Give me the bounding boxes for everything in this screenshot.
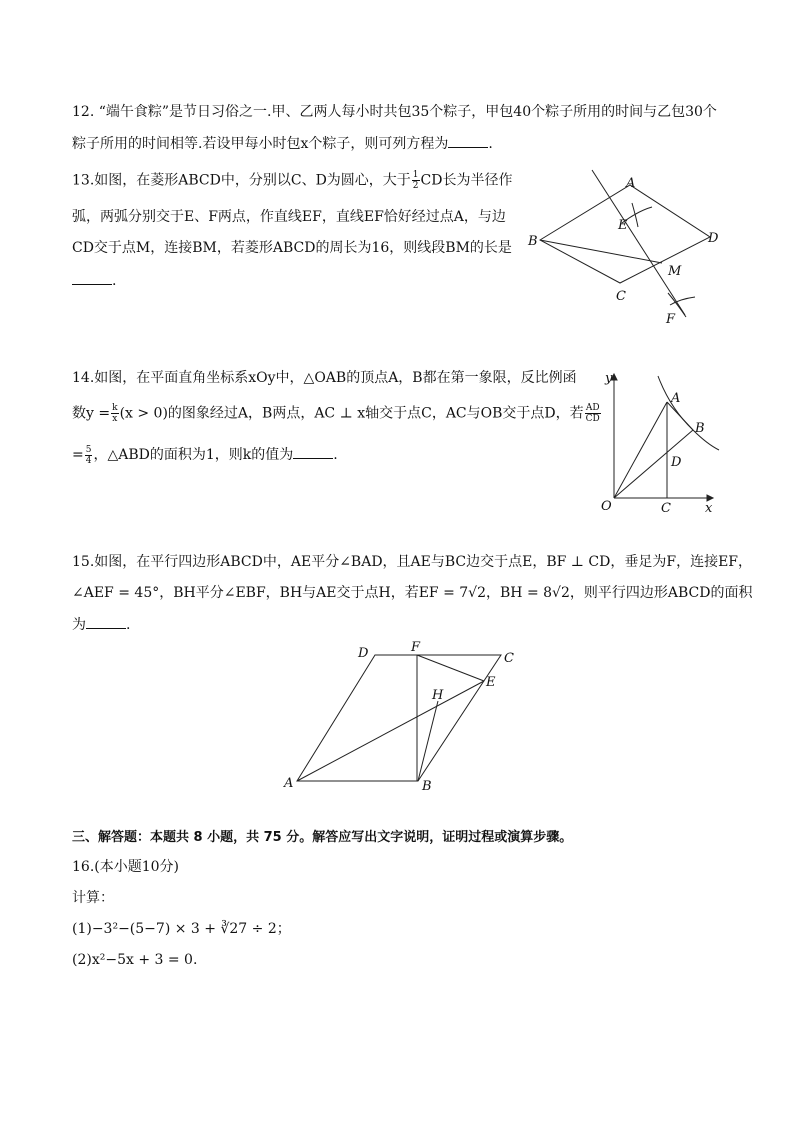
frac-den: x [112, 414, 118, 424]
q13-line-2: 弧，两弧分别交于E、F两点，作直线EF，直线EF恰好经过点A，与边 [72, 209, 506, 225]
frac-num: 5 [85, 444, 92, 455]
answer-blank [293, 444, 333, 459]
label-b: B [528, 234, 538, 249]
frac-num: AD [585, 403, 600, 413]
arc-e2 [632, 203, 638, 227]
q12-line-2 [72, 133, 493, 154]
label-b: B [695, 421, 705, 436]
q13-line-4 [72, 270, 116, 291]
label-d: D [358, 646, 369, 661]
frac-den: CD [585, 414, 600, 424]
fraction-k-over-x [111, 403, 118, 424]
q16-part-2: (2)x²−5x + 3 = 0. [72, 952, 198, 968]
segment-bh [418, 701, 438, 781]
label-y: y [605, 371, 613, 386]
answer-blank [86, 614, 126, 629]
q13-figure [520, 165, 730, 330]
label-o: O [601, 499, 612, 514]
q14-equals: = [72, 447, 84, 463]
label-d: D [708, 231, 719, 246]
q13-text-a: 13.如图，在菱形ABCD中，分别以C、D为圆心，大于 [72, 172, 411, 189]
q16-part-1: (1)−3²−(5−7) × 3 + ∛27 ÷ 2； [72, 921, 291, 937]
section-heading: 三、解答题：本题共 8 小题，共 75 分。解答应写出文字说明，证明过程或演算步骤。 [72, 830, 573, 845]
q15-line-1: 15.如图，在平行四边形ABCD中，AE平分∠BAD，且AE与BC边交于点E，BF ⊥ CD，垂足为F，连接EF， [72, 554, 753, 570]
label-a: A [671, 391, 681, 406]
q14-text-b: ，△ABD的面积为1，则k的值为 [93, 447, 294, 463]
q13-line-1 [72, 170, 512, 191]
label-a: A [626, 176, 636, 191]
q12-period: . [488, 136, 493, 152]
parallelogram-abcd [297, 655, 501, 781]
q12-line-1: 12. “端午食粽”是节日习俗之一.甲、乙两人每小时共包35个粽子，甲包40个粽子所用的时间与乙包30个 [72, 104, 717, 120]
q15-line-3 [72, 614, 130, 635]
label-e: E [618, 218, 628, 233]
label-f: F [666, 312, 676, 327]
q15-text: 为 [72, 617, 86, 633]
label-m: M [668, 264, 682, 279]
q14-line-3 [72, 444, 338, 466]
rhombus-abcd [540, 185, 710, 283]
q16-prompt: 计算： [72, 890, 114, 906]
answer-blank [448, 133, 488, 148]
q15-line-2: ∠AEF = 45°，BH平分∠EBF，BH与AE交于点H，若EF = 7√2，BH = 8√2，则平行四边形ABCD的面积 [72, 585, 753, 601]
frac-num: k [112, 403, 118, 413]
label-f: F [411, 640, 421, 655]
q14-period: . [333, 447, 338, 463]
q12-text: 粽子所用的时间相等.若设甲每小时包x个粽子，则可列方程为 [72, 136, 449, 152]
label-c: C [661, 501, 671, 516]
line-ef [592, 170, 685, 315]
q14-text-b: (x > 0)的图象经过A，B两点，AC ⊥ x轴交于点C，AC与OB交于点D，若 [119, 405, 584, 422]
segment-oa [614, 402, 667, 498]
q14-figure [595, 368, 725, 518]
label-c: C [616, 289, 626, 304]
frac-num: 1 [412, 170, 419, 180]
segment-fe [417, 655, 484, 681]
label-e: E [486, 675, 496, 690]
q13-text-b: CD长为半径作 [420, 172, 513, 189]
q14-line-2 [72, 403, 602, 424]
label-x: x [705, 501, 713, 516]
answer-blank [72, 270, 112, 285]
q15-period: . [126, 617, 131, 633]
q14-line-1: 14.如图，在平面直角坐标系xOy中，△OAB的顶点A，B都在第一象限，反比例函 [72, 370, 577, 386]
label-h: H [432, 688, 444, 703]
fraction-half [412, 170, 420, 191]
q13-period: . [112, 273, 117, 289]
label-c: C [504, 651, 514, 666]
fraction-five-quarters [85, 445, 93, 466]
segment-ab [667, 402, 693, 430]
segment-ae [297, 681, 484, 781]
frac-den: 4 [85, 455, 92, 466]
label-b: B [422, 779, 432, 794]
q13-line-3: CD交于点M，连接BM，若菱形ABCD的周长为16，则线段BM的长是 [72, 240, 512, 256]
q14-text-a: 数y = [72, 405, 111, 422]
label-a: A [284, 776, 294, 791]
q16-title: 16.(本小题10分) [72, 859, 180, 875]
frac-den: 2 [412, 181, 419, 191]
q15-figure [270, 638, 530, 798]
label-d: D [671, 455, 682, 470]
